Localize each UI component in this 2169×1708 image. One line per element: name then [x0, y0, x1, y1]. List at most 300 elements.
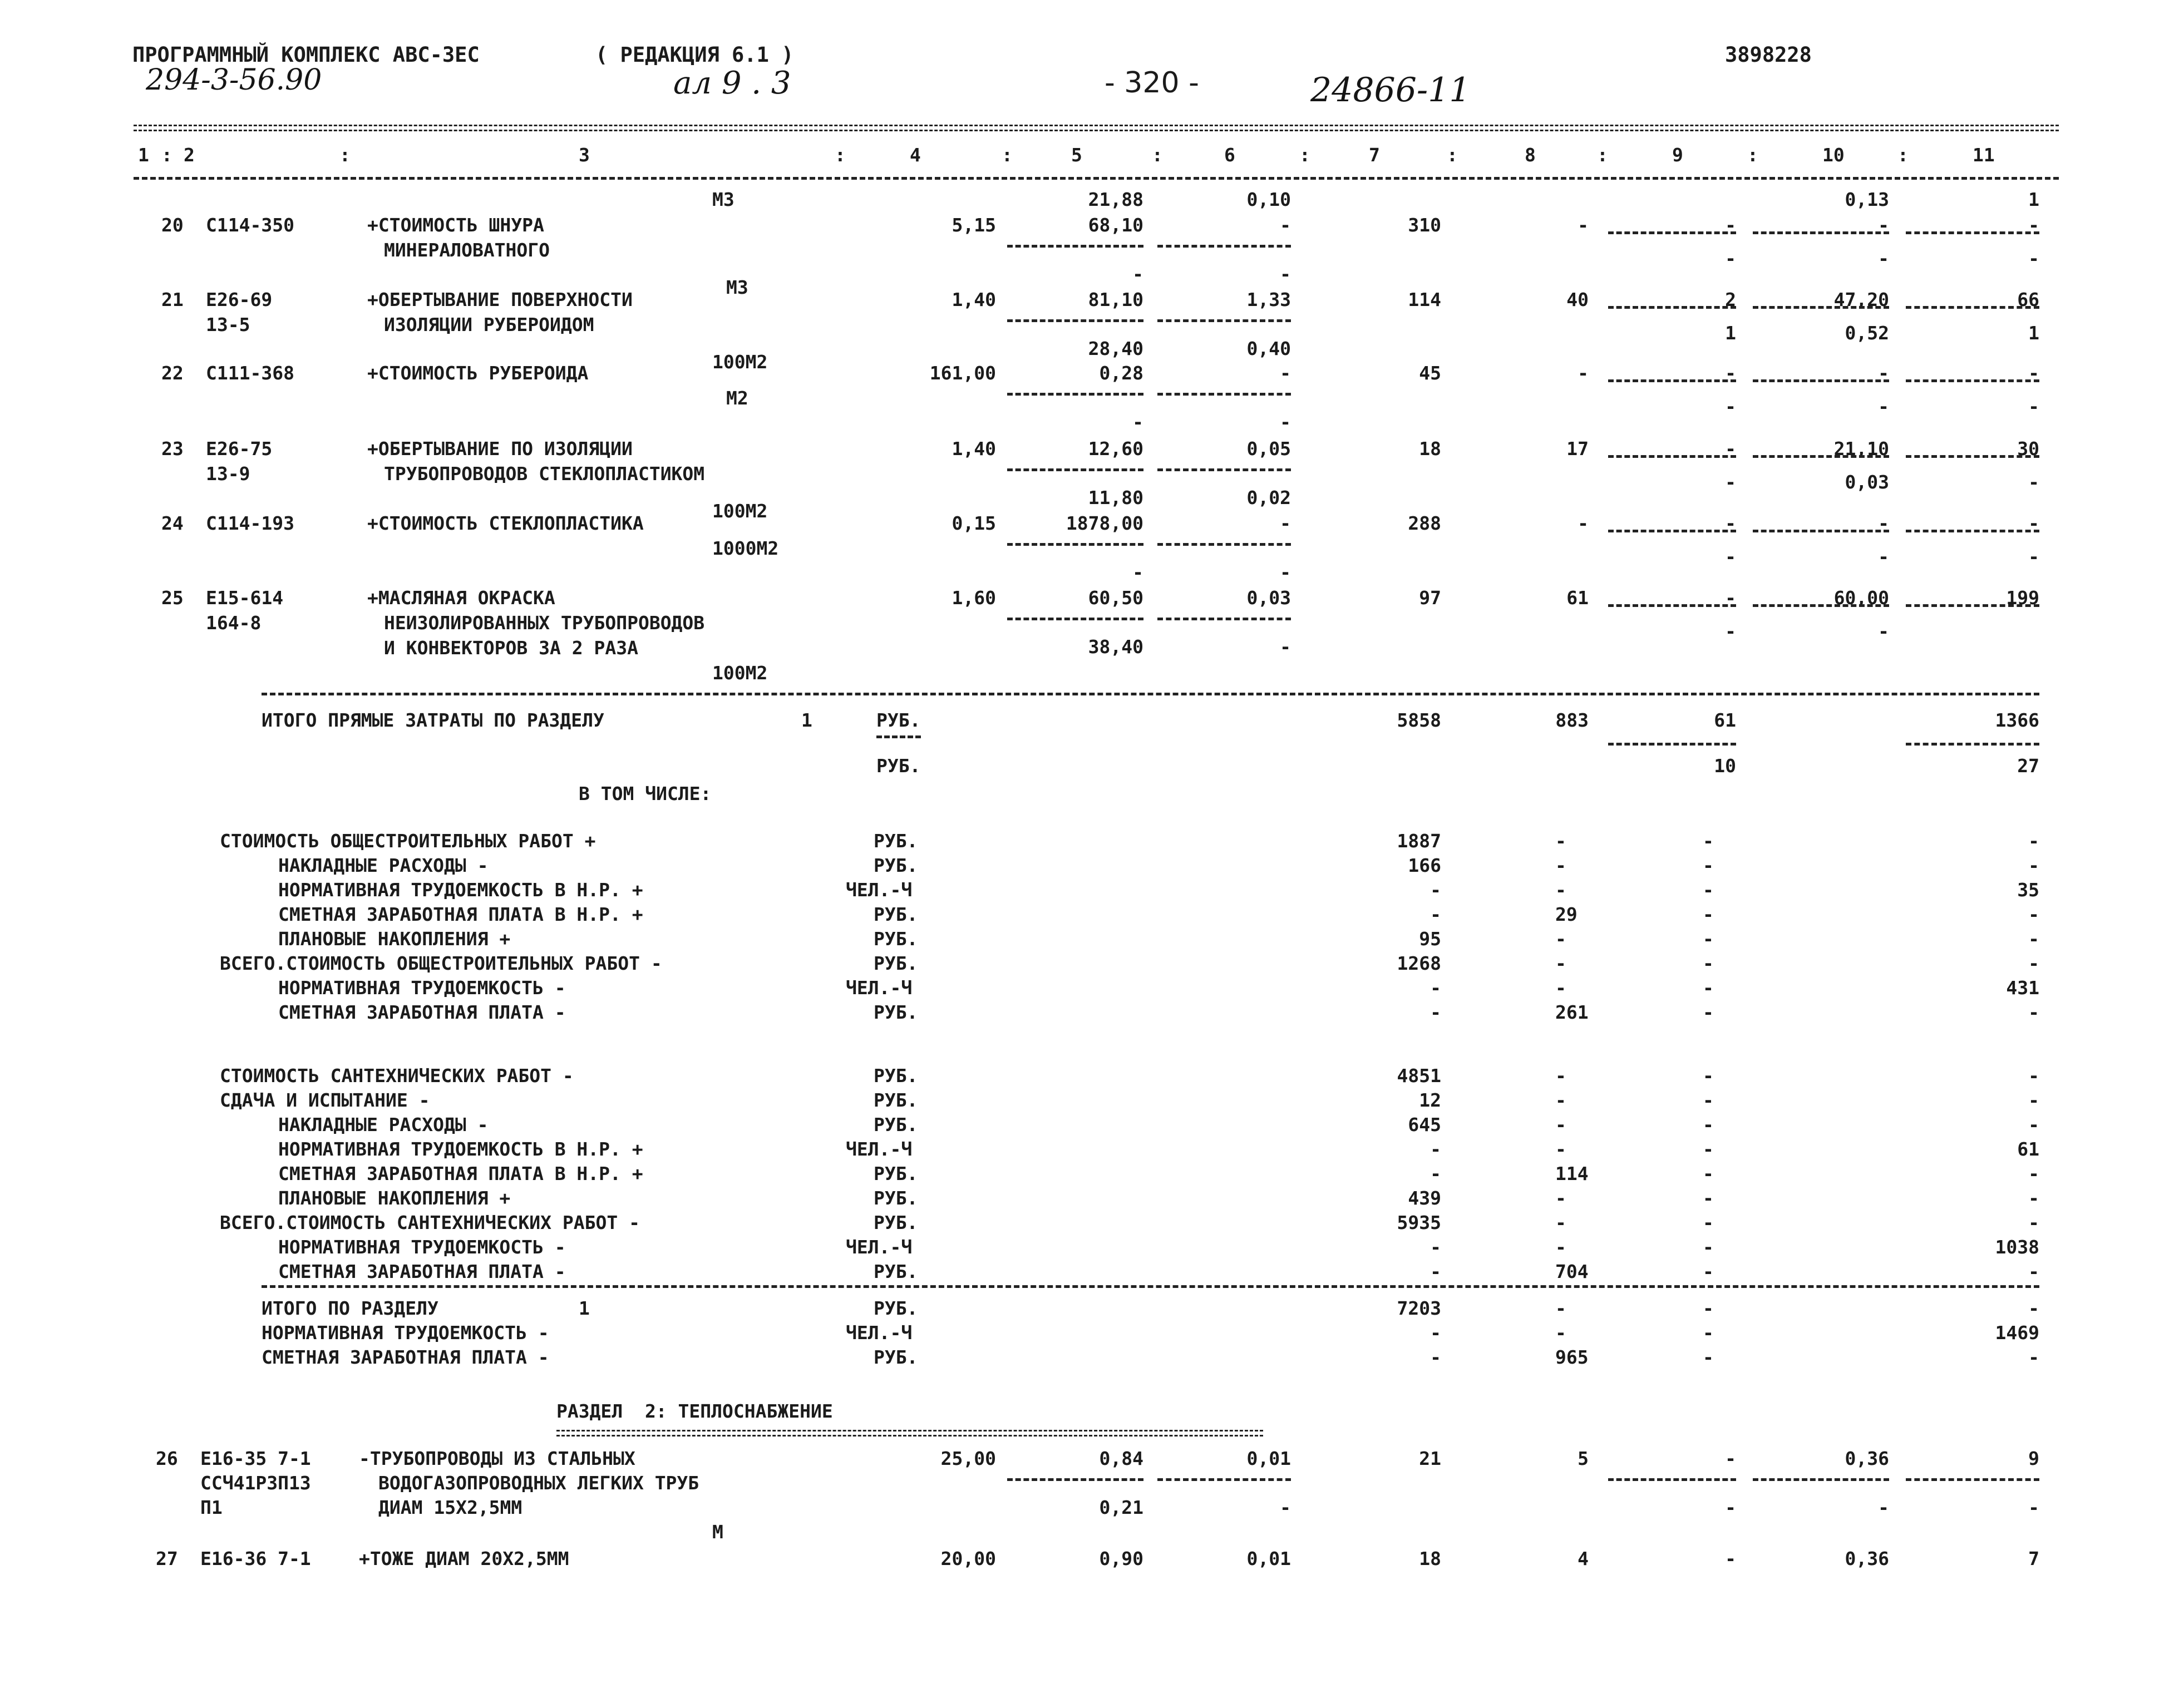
section-total-col11: -	[2028, 1297, 2039, 1319]
breakdown-unit: РУБ.	[874, 904, 918, 925]
totals-unit: РУБ.	[876, 709, 921, 731]
cell-col6: 1,33	[1246, 289, 1291, 310]
totals-unit: РУБ.	[876, 755, 921, 777]
cell-col5-bottom: 0,21	[1099, 1497, 1143, 1518]
column-separator: :	[161, 144, 172, 166]
project-number: 294-3-56.90	[146, 63, 322, 97]
cell-col11: 1	[2028, 189, 2039, 210]
cell-divider	[1753, 231, 1889, 234]
cell-col11-bottom: -	[2028, 396, 2039, 417]
column-separator: :	[835, 144, 846, 166]
cell-col10-bottom: -	[1878, 396, 1889, 417]
cell-divider	[1157, 393, 1291, 396]
section-total-col7: -	[1430, 1346, 1441, 1368]
breakdown-col7: -	[1430, 977, 1441, 999]
section-total-label: СМЕТНАЯ ЗАРАБОТНАЯ ПЛАТА -	[262, 1346, 549, 1368]
breakdown-col9: -	[1703, 1261, 1714, 1282]
cell-divider	[1906, 455, 2039, 458]
cell-col4: 1,40	[952, 438, 996, 460]
row-number: 24	[161, 512, 184, 534]
breakdown-label: СДАЧА И ИСПЫТАНИЕ -	[220, 1089, 430, 1111]
row-number: 20	[161, 214, 184, 236]
cell-col5-bottom: -	[1132, 263, 1143, 285]
column-header-2: 2	[184, 144, 195, 166]
breakdown-col9: -	[1703, 952, 1714, 974]
breakdown-col11: -	[2028, 1001, 2039, 1023]
cell-col6: -	[1280, 362, 1291, 384]
cell-col7: 114	[1408, 289, 1441, 310]
breakdown-unit: РУБ.	[874, 928, 918, 950]
cell-col5: 1878,00	[1066, 512, 1143, 534]
cell-divider	[1608, 530, 1736, 532]
cell-col6: 0,10	[1246, 189, 1291, 210]
unit-label: 1000М2	[712, 537, 779, 559]
cell-col7: 18	[1419, 438, 1441, 460]
cell-col5: 81,10	[1088, 289, 1143, 310]
row-number: 26	[156, 1448, 178, 1469]
section-2-title: РАЗДЕЛ 2: ТЕПЛОСНАБЖЕНИЕ	[556, 1400, 833, 1422]
breakdown-col11: -	[2028, 1187, 2039, 1209]
breakdown-unit: ЧЕЛ.-Ч	[846, 1236, 913, 1258]
cell-col9: 2	[1725, 289, 1736, 310]
breakdown-col8: -	[1555, 1065, 1566, 1087]
breakdown-col7: -	[1430, 904, 1441, 925]
cell-divider	[1906, 231, 2039, 234]
cell-col7: 310	[1408, 214, 1441, 236]
breakdown-col8: 114	[1555, 1163, 1589, 1184]
cell-col6: 0,05	[1246, 438, 1291, 460]
cell-col5: 68,10	[1088, 214, 1143, 236]
breakdown-unit: РУБ.	[874, 1212, 918, 1233]
section-total-col9: -	[1703, 1322, 1714, 1344]
cell-col9: -	[1725, 438, 1736, 460]
breakdown-col11: -	[2028, 855, 2039, 876]
cell-col11: -	[2028, 362, 2039, 384]
cell-col5: 0,28	[1099, 362, 1143, 384]
totals-col9: 10	[1714, 755, 1736, 777]
breakdown-col8: -	[1555, 1236, 1566, 1258]
program-title: ПРОГРАММНЫЙ КОМПЛЕКС АВС-3ЕС	[132, 43, 480, 67]
breakdown-col7: -	[1430, 879, 1441, 901]
work-name: +ОБЕРТЫВАНИЕ ПОВЕРХНОСТИ	[367, 289, 633, 310]
cell-divider	[1608, 306, 1736, 309]
column-header-rule	[134, 177, 2059, 180]
breakdown-label: ПЛАНОВЫЕ НАКОПЛЕНИЯ +	[278, 1187, 511, 1209]
cell-col5: 21,88	[1088, 189, 1143, 210]
price-code: С111-368	[206, 362, 294, 384]
cell-col9: -	[1725, 214, 1736, 236]
column-header-8: 8	[1525, 144, 1536, 166]
breakdown-col8: 29	[1555, 904, 1578, 925]
cell-col7: 18	[1419, 1548, 1441, 1569]
cell-divider	[1608, 231, 1736, 234]
breakdown-col9: -	[1703, 977, 1714, 999]
cell-col10: 21,10	[1833, 438, 1889, 460]
album-number: ал 9 . 3	[673, 65, 791, 101]
price-code: С114-350	[206, 214, 294, 236]
work-name: +СТОИМОСТЬ ШНУРА	[367, 214, 544, 236]
row-number: 27	[156, 1548, 178, 1569]
cell-col9: -	[1725, 1448, 1736, 1469]
breakdown-col11: -	[2028, 1163, 2039, 1184]
breakdown-unit: РУБ.	[874, 830, 918, 852]
breakdown-unit: РУБ.	[874, 1187, 918, 1209]
unit-label: М3	[712, 189, 734, 210]
section-total-label: ИТОГО ПО РАЗДЕЛУ	[262, 1297, 438, 1319]
breakdown-col11: 35	[2017, 879, 2039, 901]
cell-col11-bottom: 1	[2028, 322, 2039, 344]
cell-col6-bottom: -	[1280, 636, 1291, 658]
unit-label: 100М2	[712, 351, 768, 373]
cell-divider	[1906, 530, 2039, 532]
breakdown-unit: РУБ.	[874, 1001, 918, 1023]
breakdown-col9: -	[1703, 1065, 1714, 1087]
cell-col10: 0,13	[1845, 189, 1889, 210]
breakdown-unit: РУБ.	[874, 1089, 918, 1111]
cell-col11-bottom: -	[2028, 471, 2039, 493]
document-number: 24866-11	[1310, 71, 1471, 110]
cell-col10: 47,20	[1833, 289, 1889, 310]
cell-col9-bottom: -	[1725, 248, 1736, 269]
column-separator: :	[1897, 144, 1909, 166]
cell-col4: 161,00	[929, 362, 996, 384]
totals-label: ИТОГО ПРЯМЫЕ ЗАТРАТЫ ПО РАЗДЕЛУ	[262, 709, 604, 731]
breakdown-col7: -	[1430, 1138, 1441, 1160]
cell-col9: -	[1725, 1548, 1736, 1569]
breakdown-unit: РУБ.	[874, 952, 918, 974]
cell-divider	[1007, 393, 1143, 396]
cell-col6: 0,01	[1246, 1548, 1291, 1569]
program-code: 3898228	[1725, 43, 1812, 67]
header-rule	[134, 125, 2059, 131]
price-code-sub: ССЧ41Р3П13	[200, 1472, 311, 1494]
column-separator: :	[339, 144, 351, 166]
cell-col4: 1,40	[952, 289, 996, 310]
work-name: +СТОИМОСТЬ СТЕКЛОПЛАСТИКА	[367, 512, 644, 534]
section-total-unit: РУБ.	[874, 1346, 918, 1368]
breakdown-col11: -	[2028, 1089, 2039, 1111]
cell-col9-bottom: -	[1725, 546, 1736, 567]
column-header-6: 6	[1224, 144, 1235, 166]
price-code: Е16-36 7-1	[200, 1548, 311, 1569]
breakdown-label: ВСЕГО.СТОИМОСТЬ ОБЩЕСТРОИТЕЛЬНЫХ РАБОТ -	[220, 952, 662, 974]
cell-col11-bottom: -	[2028, 1497, 2039, 1518]
price-code-sub: 13-5	[206, 314, 250, 335]
column-header-4: 4	[910, 144, 921, 166]
section-total-col11: -	[2028, 1346, 2039, 1368]
cell-col10: -	[1878, 362, 1889, 384]
cell-col8: 17	[1566, 438, 1589, 460]
breakdown-col8: -	[1555, 879, 1566, 901]
breakdown-col8: -	[1555, 1138, 1566, 1160]
breakdown-col7: 5935	[1397, 1212, 1441, 1233]
unit-label: М2	[726, 387, 748, 409]
cell-col6: 0,03	[1246, 587, 1291, 609]
breakdown-col7: 1268	[1397, 952, 1441, 974]
cell-col9-bottom: -	[1725, 1497, 1736, 1518]
cell-col5-bottom: 38,40	[1088, 636, 1143, 658]
page-number: - 320 -	[1105, 66, 1199, 100]
cell-divider	[1007, 1478, 1143, 1481]
column-separator: :	[1447, 144, 1458, 166]
cell-col4: 5,15	[952, 214, 996, 236]
cell-col4: 25,00	[940, 1448, 996, 1469]
breakdown-unit: РУБ.	[874, 1163, 918, 1184]
price-code: Е26-75	[206, 438, 273, 460]
breakdown-unit: РУБ.	[874, 855, 918, 876]
totals-divider	[876, 735, 921, 738]
row-number: 21	[161, 289, 184, 310]
cell-col10: 60,00	[1833, 587, 1889, 609]
breakdown-col8: -	[1555, 1212, 1566, 1233]
cell-col11: 7	[2028, 1548, 2039, 1569]
unit-label: М	[712, 1521, 723, 1543]
cell-col5-bottom: 28,40	[1088, 338, 1143, 359]
cell-col10-bottom: -	[1878, 248, 1889, 269]
cell-col8: 4	[1578, 1548, 1589, 1569]
section-total-section: 1	[579, 1297, 590, 1319]
breakdown-label: СМЕТНАЯ ЗАРАБОТНАЯ ПЛАТА -	[278, 1261, 566, 1282]
row-number: 23	[161, 438, 184, 460]
totals-col11: 1366	[1995, 709, 2039, 731]
cell-col11: 199	[2006, 587, 2039, 609]
cell-col4: 1,60	[952, 587, 996, 609]
work-name-line2: МИНЕРАЛОВАТНОГО	[384, 239, 550, 261]
breakdown-col7: 1887	[1397, 830, 1441, 852]
cell-col7: 45	[1419, 362, 1441, 384]
work-name-line2: НЕИЗОЛИРОВАННЫХ ТРУБОПРОВОДОВ	[384, 612, 705, 634]
breakdown-col7: -	[1430, 1163, 1441, 1184]
breakdown-label: СМЕТНАЯ ЗАРАБОТНАЯ ПЛАТА В Н.Р. +	[278, 1163, 643, 1184]
price-code: С114-193	[206, 512, 294, 534]
row-number: 25	[161, 587, 184, 609]
cell-divider	[1157, 618, 1291, 620]
breakdown-col9: -	[1703, 879, 1714, 901]
row-number: 22	[161, 362, 184, 384]
cell-col10-bottom: -	[1878, 546, 1889, 567]
price-code-sub: 13-9	[206, 463, 250, 485]
cell-divider	[1157, 319, 1291, 322]
breakdown-label: ВСЕГО.СТОИМОСТЬ САНТЕХНИЧЕСКИХ РАБОТ -	[220, 1212, 640, 1233]
cell-divider	[1906, 379, 2039, 382]
including-label: В ТОМ ЧИСЛЕ:	[579, 783, 712, 804]
cell-divider	[1753, 1478, 1889, 1481]
work-name-line2: ИЗОЛЯЦИИ РУБЕРОИДОМ	[384, 314, 594, 335]
work-name: +ТОЖЕ ДИАМ 20Х2,5ММ	[359, 1548, 569, 1569]
column-separator: :	[1747, 144, 1758, 166]
price-code: Е16-35 7-1	[200, 1448, 311, 1469]
section-total-col11: 1469	[1995, 1322, 2039, 1344]
cell-col8: -	[1578, 362, 1589, 384]
breakdown-unit: ЧЕЛ.-Ч	[846, 1138, 913, 1160]
cell-divider	[1007, 543, 1143, 546]
cell-col9-bottom: 1	[1725, 322, 1736, 344]
breakdown-col8: -	[1555, 928, 1566, 950]
totals-col11: 27	[2017, 755, 2039, 777]
section-total-unit: РУБ.	[874, 1297, 918, 1319]
breakdown-col8: 704	[1555, 1261, 1589, 1282]
breakdown-col9: -	[1703, 1236, 1714, 1258]
breakdown-unit: ЧЕЛ.-Ч	[846, 879, 913, 901]
totals-divider	[1906, 743, 2039, 746]
program-edition: ( РЕДАКЦИЯ 6.1 )	[595, 43, 794, 67]
cell-divider	[1753, 306, 1889, 309]
cell-col5-bottom: -	[1132, 561, 1143, 583]
breakdown-col9: -	[1703, 830, 1714, 852]
breakdown-col11: 1038	[1995, 1236, 2039, 1258]
breakdown-label: НОРМАТИВНАЯ ТРУДОЕМКОСТЬ -	[278, 1236, 566, 1258]
cell-divider	[1753, 379, 1889, 382]
work-name-line2: ВОДОГАЗОПРОВОДНЫХ ЛЕГКИХ ТРУБ	[378, 1472, 699, 1494]
breakdown-col7: 12	[1419, 1089, 1441, 1111]
price-code-sub: П1	[200, 1497, 223, 1518]
breakdown-label: СТОИМОСТЬ ОБЩЕСТРОИТЕЛЬНЫХ РАБОТ +	[220, 830, 596, 852]
cell-col8: -	[1578, 214, 1589, 236]
cell-col7: 288	[1408, 512, 1441, 534]
breakdown-col11: -	[2028, 1114, 2039, 1136]
cell-divider	[1753, 455, 1889, 458]
cell-col5-bottom: 11,80	[1088, 487, 1143, 509]
cell-col9: -	[1725, 512, 1736, 534]
cell-col6: 0,01	[1246, 1448, 1291, 1469]
totals-col9: 61	[1714, 709, 1736, 731]
totals-section: 1	[801, 709, 812, 731]
breakdown-col11: -	[2028, 1261, 2039, 1282]
work-name: -ТРУБОПРОВОДЫ ИЗ СТАЛЬНЫХ	[359, 1448, 635, 1469]
cell-divider	[1007, 468, 1143, 471]
cell-divider	[1906, 1478, 2039, 1481]
column-header-5: 5	[1071, 144, 1082, 166]
cell-divider	[1608, 1478, 1736, 1481]
breakdown-col11: -	[2028, 928, 2039, 950]
breakdown-label: НОРМАТИВНАЯ ТРУДОЕМКОСТЬ В Н.Р. +	[278, 1138, 643, 1160]
cell-col7: 97	[1419, 587, 1441, 609]
section-total-col9: -	[1703, 1297, 1714, 1319]
cell-col5: 12,60	[1088, 438, 1143, 460]
breakdown-col9: -	[1703, 1163, 1714, 1184]
breakdown-col11: -	[2028, 1212, 2039, 1233]
breakdown-col11: 431	[2006, 977, 2039, 999]
cell-col11: 66	[2017, 289, 2039, 310]
breakdown-col11: -	[2028, 830, 2039, 852]
cell-col11-bottom: -	[2028, 248, 2039, 269]
cell-col11: -	[2028, 214, 2039, 236]
cell-col6-bottom: -	[1280, 1497, 1291, 1518]
breakdown-col11: 61	[2017, 1138, 2039, 1160]
breakdown-unit: РУБ.	[874, 1114, 918, 1136]
breakdown-col8: 261	[1555, 1001, 1589, 1023]
breakdown-col9: -	[1703, 1187, 1714, 1209]
breakdown-col11: -	[2028, 904, 2039, 925]
breakdown-col8: -	[1555, 1089, 1566, 1111]
section-total-col8: -	[1555, 1322, 1566, 1344]
breakdown-label: СМЕТНАЯ ЗАРАБОТНАЯ ПЛАТА В Н.Р. +	[278, 904, 643, 925]
price-code: Е26-69	[206, 289, 273, 310]
cell-col9-bottom: -	[1725, 471, 1736, 493]
cell-col10-bottom: -	[1878, 1497, 1889, 1518]
breakdown-label: НОРМАТИВНАЯ ТРУДОЕМКОСТЬ В Н.Р. +	[278, 879, 643, 901]
section-total-col9: -	[1703, 1346, 1714, 1368]
column-header-10: 10	[1822, 144, 1845, 166]
breakdown-col11: -	[2028, 952, 2039, 974]
breakdown-col9: -	[1703, 1001, 1714, 1023]
totals-divider	[1608, 743, 1736, 746]
column-header-1: 1	[138, 144, 149, 166]
unit-label: 100М2	[712, 662, 768, 684]
cell-divider	[1608, 379, 1736, 382]
cell-divider	[1157, 1478, 1291, 1481]
cell-col11: 9	[2028, 1448, 2039, 1469]
cell-col10: 0,36	[1845, 1448, 1889, 1469]
breakdown-col9: -	[1703, 904, 1714, 925]
breakdown-col8: -	[1555, 855, 1566, 876]
cell-divider	[1608, 604, 1736, 607]
breakdown-col7: -	[1430, 1236, 1441, 1258]
totals-col8: 883	[1555, 709, 1589, 731]
cell-col9-bottom: -	[1725, 396, 1736, 417]
breakdown-col9: -	[1703, 1089, 1714, 1111]
work-name: +ОБЕРТЫВАНИЕ ПО ИЗОЛЯЦИИ	[367, 438, 633, 460]
breakdown-col8: -	[1555, 1114, 1566, 1136]
breakdown-col9: -	[1703, 1212, 1714, 1233]
cell-col10-bottom: 0,03	[1845, 471, 1889, 493]
cell-divider	[1157, 543, 1291, 546]
cell-divider	[1007, 319, 1143, 322]
breakdown-col7: 645	[1408, 1114, 1441, 1136]
cell-col6-bottom: 0,02	[1246, 487, 1291, 509]
column-separator: :	[1597, 144, 1608, 166]
cell-divider	[1608, 455, 1736, 458]
column-header-9: 9	[1672, 144, 1683, 166]
work-name-line3: И КОНВЕКТОРОВ ЗА 2 РАЗА	[384, 637, 638, 659]
breakdown-unit: РУБ.	[874, 1065, 918, 1087]
breakdown-label: НАКЛАДНЫЕ РАСХОДЫ -	[278, 1114, 489, 1136]
section-total-col7: 7203	[1397, 1297, 1441, 1319]
cell-col4: 20,00	[940, 1548, 996, 1569]
cell-col5-bottom: -	[1132, 411, 1143, 433]
cell-col11-bottom: -	[2028, 546, 2039, 567]
work-name-line2: ТРУБОПРОВОДОВ СТЕКЛОПЛАСТИКОМ	[384, 463, 705, 485]
cell-col10: -	[1878, 214, 1889, 236]
breakdown-unit: РУБ.	[874, 1261, 918, 1282]
cell-col9: -	[1725, 587, 1736, 609]
cell-divider	[1906, 604, 2039, 607]
breakdown-col7: -	[1430, 1001, 1441, 1023]
section-total-unit: ЧЕЛ.-Ч	[846, 1322, 913, 1344]
breakdown-label: НАКЛАДНЫЕ РАСХОДЫ -	[278, 855, 489, 876]
cell-col5: 0,84	[1099, 1448, 1143, 1469]
cell-col10-bottom: -	[1878, 620, 1889, 642]
cell-col10: 0,36	[1845, 1548, 1889, 1569]
column-separator: :	[1299, 144, 1310, 166]
section-total-col8: -	[1555, 1297, 1566, 1319]
column-header-7: 7	[1369, 144, 1380, 166]
cell-col6-bottom: 0,40	[1246, 338, 1291, 359]
column-header-3: 3	[579, 144, 590, 166]
cell-col6: -	[1280, 214, 1291, 236]
breakdown-col8: -	[1555, 1187, 1566, 1209]
price-code-sub: 164-8	[206, 612, 262, 634]
cell-col5: 60,50	[1088, 587, 1143, 609]
breakdown-col7: 4851	[1397, 1065, 1441, 1087]
breakdown-col9: -	[1703, 928, 1714, 950]
cell-divider	[1157, 468, 1291, 471]
section-totals-rule	[262, 1285, 2039, 1288]
breakdown-label: СМЕТНАЯ ЗАРАБОТНАЯ ПЛАТА -	[278, 1001, 566, 1023]
cell-col10: -	[1878, 512, 1889, 534]
column-separator: :	[1002, 144, 1013, 166]
cell-col6-bottom: -	[1280, 561, 1291, 583]
